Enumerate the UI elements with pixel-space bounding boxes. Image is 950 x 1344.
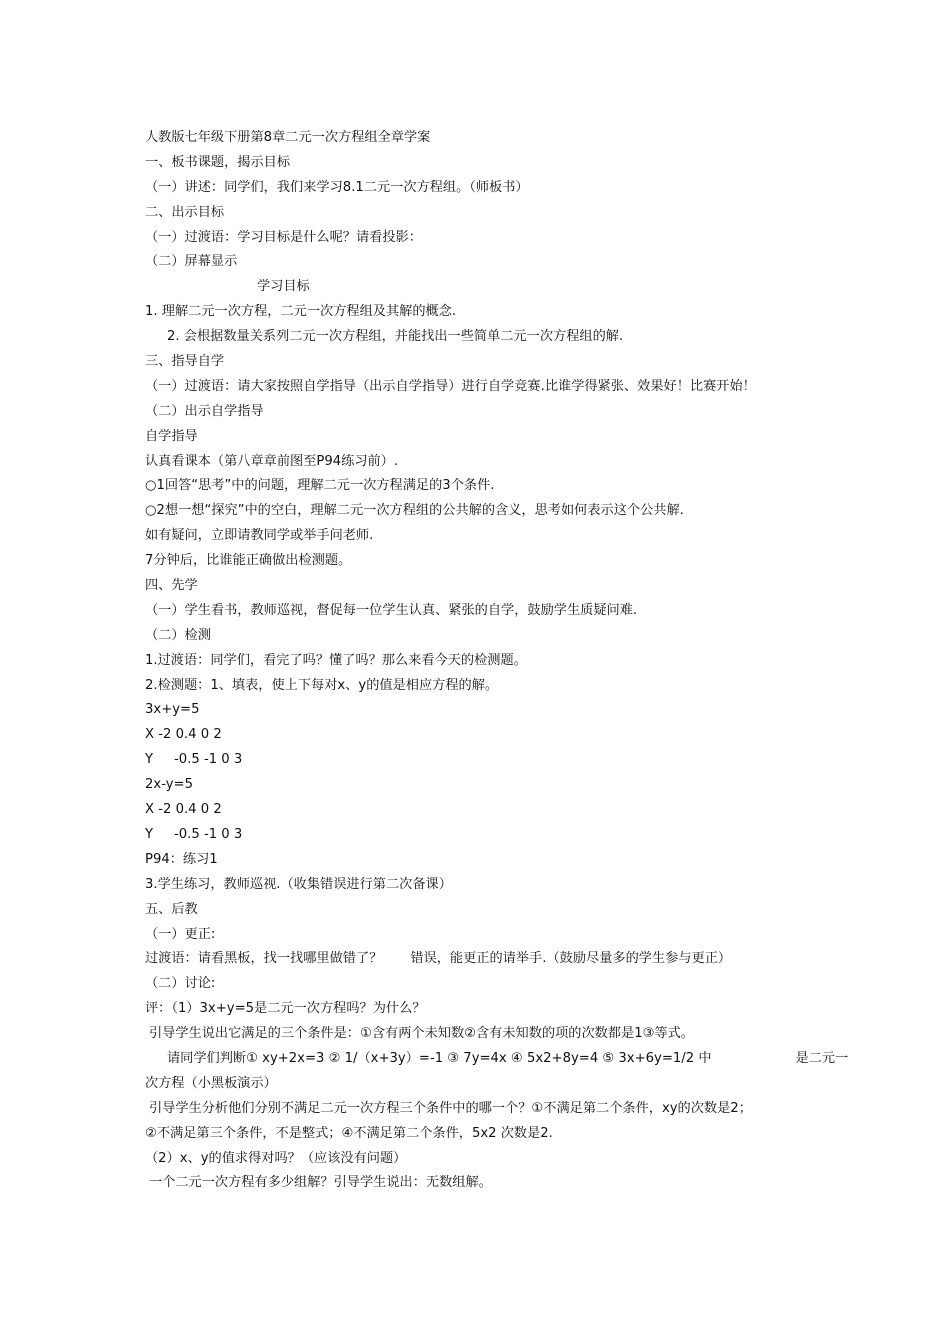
paragraph: 认真看课本（第八章章前图至P94练习前）. (145, 453, 399, 469)
section-heading: 四、先学 (145, 578, 198, 594)
paragraph: 评：（1）3x+y=5是二元一次方程吗？为什么？ (145, 1001, 426, 1017)
list-item: ○2想一想“探究”中的空白，理解二元一次方程组的公共解的含义，思考如何表示这个公共解. (145, 503, 684, 519)
paragraph: （一）学生看书，教师巡视，督促每一位学生认真、紧张的自学，鼓励学生质疑问难. (145, 602, 638, 618)
paragraph: （二）出示自学指导 (145, 403, 264, 419)
section-heading: 二、出示目标 (145, 204, 225, 220)
paragraph: （二）检测 (145, 627, 211, 643)
paragraph: （二）屏幕显示 (145, 254, 238, 270)
table-row: Y -0.5 -1 0 3 (145, 752, 243, 768)
paragraph: （一）讲述：同学们，我们来学习8.1二元一次方程组。（师板书） (145, 179, 529, 195)
paragraph: 7分钟后，比谁能正确做出检测题。 (145, 553, 352, 569)
paragraph: 一个二元一次方程有多少组解？引导学生说出：无数组解。 (149, 1175, 492, 1191)
list-item: ○1回答“思考”中的问题，理解二元一次方程满足的3个条件. (145, 478, 495, 494)
document-title: 人教版七年级下册第8章二元一次方程组全章学案 (145, 130, 431, 145)
subheading-learning-goals: 学习目标 (257, 279, 310, 295)
paragraph (145, 947, 815, 972)
paragraph: 引导学生分析他们分别不满足二元一次方程三个条件中的哪一个？①不满足第二个条件，xy的次数是2； (149, 1100, 752, 1116)
paragraph: 2.检测题：1、填表，使上下每对x、y的值是相应方程的解。 (145, 677, 499, 693)
paragraph: （一）过渡语：学习目标是什么呢？请看投影： (145, 229, 422, 245)
section-heading: 五、后教 (145, 901, 198, 917)
table-row: X -2 0.4 0 2 (145, 802, 222, 818)
text-segment: 错误，能更正的请举手.（鼓励尽量多的学生参与更正） (410, 951, 732, 967)
table-row: Y -0.5 -1 0 3 (145, 826, 243, 842)
goal-item: 2. 会根据数量关系列二元一次方程组，并能找出一些简单二元一次方程组的解. (167, 329, 624, 345)
section-heading: 三、指导自学 (145, 354, 225, 370)
paragraph: 如有疑问，立即请教同学或举手问老师. (145, 528, 374, 544)
paragraph: （一）过渡语：请大家按照自学指导（出示自学指导）进行自学竞赛.比谁学得紧张、效果好！比赛开始！ (145, 378, 756, 394)
equation: 2x-y=5 (145, 777, 193, 793)
text-segment: 是二元一 (795, 1050, 849, 1066)
paragraph: 自学指导 (145, 428, 198, 444)
paragraph: 引导学生说出它满足的三个条件是：①含有两个未知数②含有未知数的项的次数都是1③等式。 (149, 1026, 694, 1042)
table-row: X -2 0.4 0 2 (145, 727, 222, 743)
paragraph: （2）x、y的值求得对吗？（应该没有问题） (145, 1150, 407, 1166)
paragraph: 3.学生练习，教师巡视.（收集错误进行第二次备课） (145, 876, 452, 892)
paragraph: P94：练习1 (145, 851, 218, 867)
equation: 3x+y=5 (145, 702, 200, 718)
section-heading: 一、板书课题，揭示目标 (145, 154, 291, 170)
paragraph: 次方程（小黑板演示） (145, 1075, 277, 1091)
paragraph: （一）更正: (145, 926, 216, 942)
paragraph: 1.过渡语：同学们，看完了吗？懂了吗？那么来看今天的检测题。 (145, 652, 527, 668)
document-page (145, 126, 849, 1196)
text-segment: 请同学们判断① xy+2x=3 ② 1/（x+3y）=-1 ③ 7y=4x ④ 5x2+8y=4 ⑤ 3x+6y=1/2 中 (167, 1050, 712, 1066)
goal-item: 1. 理解二元一次方程，二元一次方程组及其解的概念. (145, 304, 457, 320)
text-segment: 过渡语：请看黑板，找一找哪里做错了？ (145, 951, 383, 967)
paragraph: （二）讨论: (145, 976, 216, 992)
paragraph (145, 1047, 849, 1072)
paragraph: ②不满足第三个条件，不是整式；④不满足第二个条件，5x2 次数是2. (145, 1125, 553, 1141)
